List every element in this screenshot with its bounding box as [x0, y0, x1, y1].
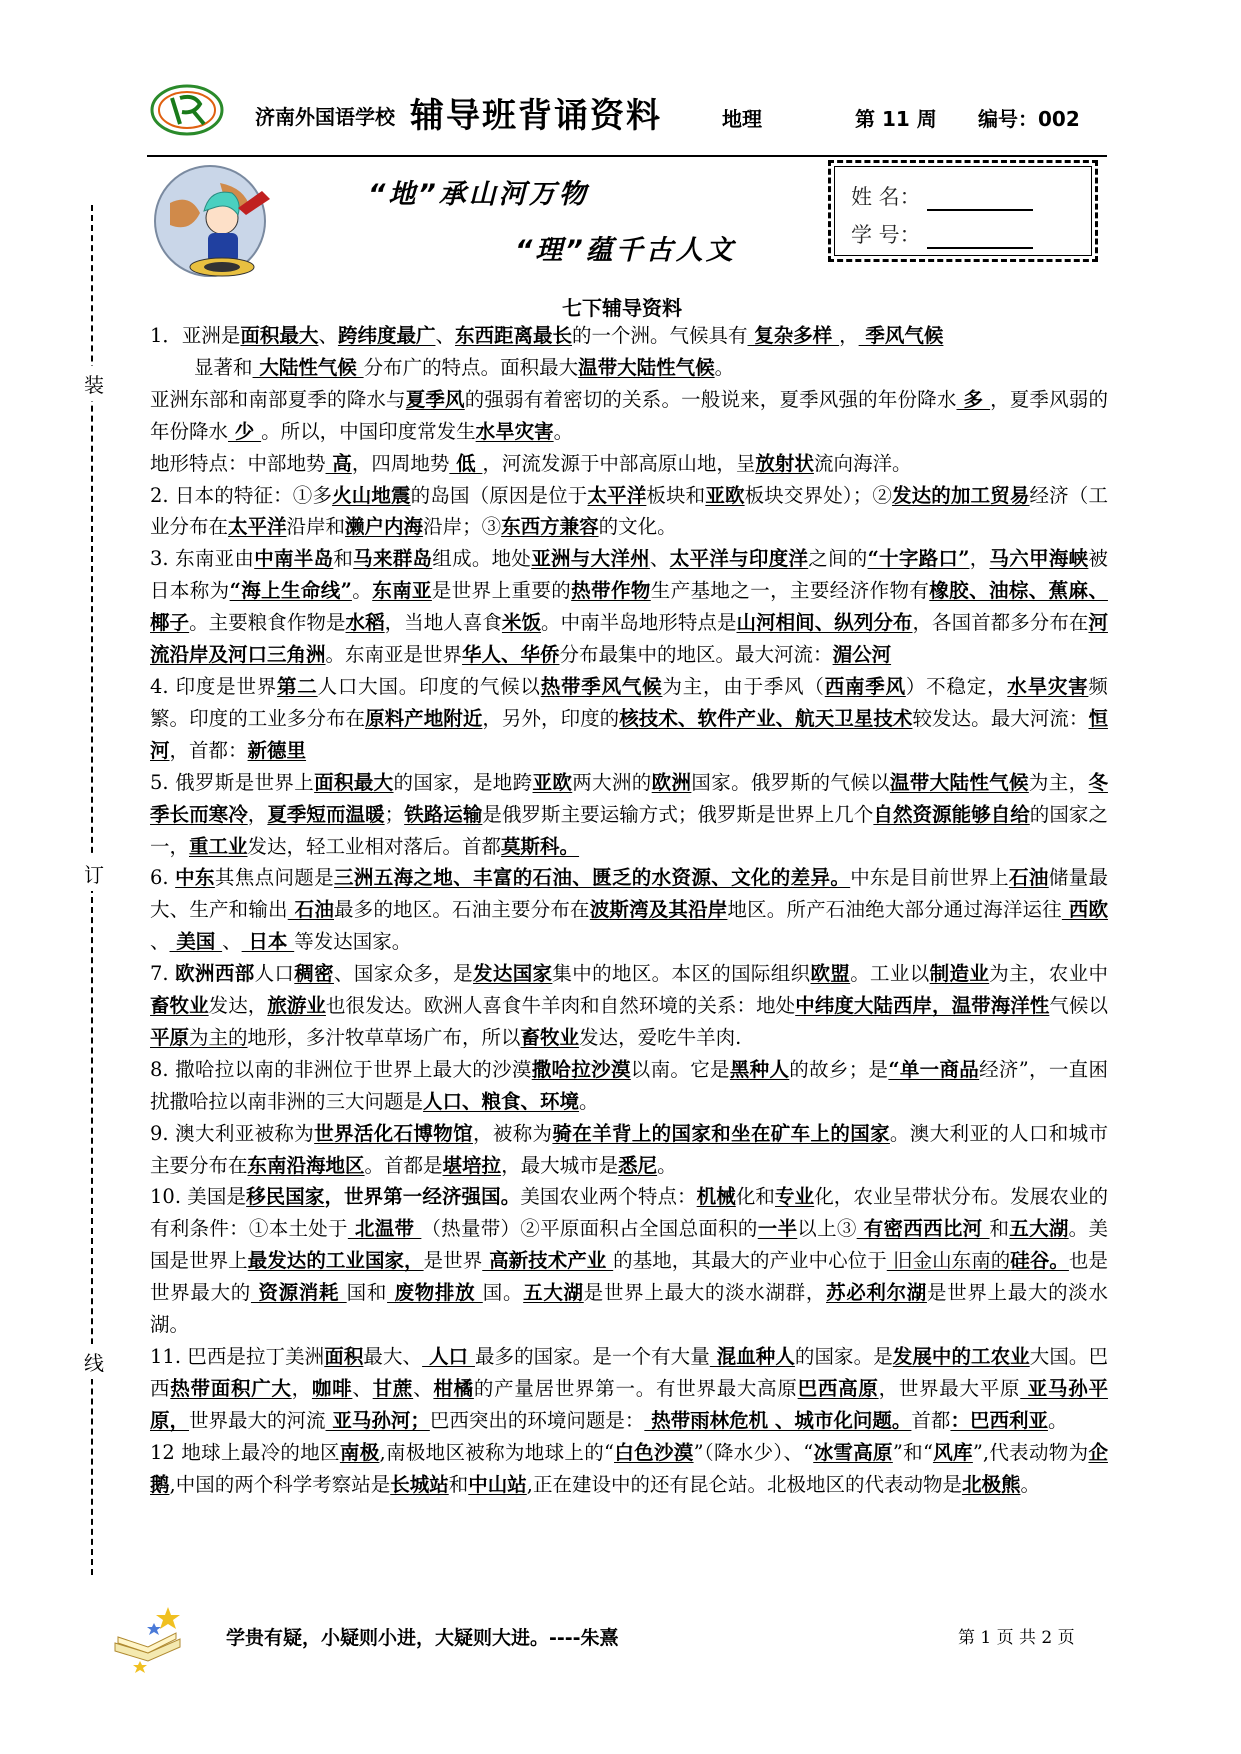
name-field[interactable] [927, 191, 1033, 211]
binding-char-ding: 订 [84, 856, 104, 891]
item-7: 7. 欧洲西部人口稠密、国家众多，是发达国家集中的地区。本区的国际组织欧盟。工业以制造业为主，农业中畜牧业发达，旅游业也很发达。欧洲人喜食牛羊肉和自然环境的关系：地处中纬度大陆西岸，温带海洋性气候以平原为主的地形，多汁牧草草场广布，所以畜牧业发达，爱吃牛羊肉. [150, 962, 1108, 1049]
page-number: 第 1 页 共 2 页 [958, 1628, 1075, 1648]
subject-label: 地理 [722, 107, 762, 131]
binding-char-xian: 线 [84, 1344, 104, 1379]
item-1: 1．亚洲是面积最大、跨纬度最广、东西距离最长的一个洲。气候具有 复杂多样 ， 季风气候 [150, 324, 944, 347]
student-id-field[interactable] [927, 229, 1033, 249]
item-4: 4. 印度是世界第二人口大国。印度的气候以热带季风气候为主，由于季风（西南季风）不稳定，水旱灾害频繁。印度的工业多分布在原料产地附近，另外，印度的核技术、软件产业、航天卫星技术较发达。最大河流：恒河，首都：新德里 [150, 674, 1108, 762]
item-8: 8. 撒哈拉以南的非洲位于世界上最大的沙漠撒哈拉沙漠以南。它是黑种人的故乡；是“单一商品经济”，一直困扰撒哈拉以南非洲的三大问题是人口、粮食、环境。 [150, 1057, 1108, 1113]
main-content [150, 320, 1108, 1501]
motto-line-1: “地”承山河万物 [368, 179, 589, 210]
serial-number: 编号：002 [978, 107, 1080, 131]
item-1-terrain: 地形特点：中部地势 高，四周地势 低 ，河流发源于中部高原山地，呈放射状流向海洋。 [150, 451, 912, 475]
item-10: 10. 美国是移民国家，世界第一经济强国。美国农业两个特点：机械化和专业化，农业呈带状分布。发展农业的有利条件：①本土处于 北温带 （热量带）②平原面积占全国总面积的一半以上③ 有密西西比河 和五大湖。美国是世界上最发达的工业国家，是世界 高新技术产业 的基地，其最大的产业中心位于 旧金山东南的硅谷。也是世界最大的 资源消耗 国和 废物排放 国。五大湖是世界上最大的淡水湖群，苏必利尔湖是世界上最大的淡水湖。 [150, 1185, 1108, 1337]
item-11: 11. 巴西是拉丁美洲面积最大、 人口 最多的国家。是一个有大量 混血种人的国家。是发展中的工农业大国。巴西热带面积广大，咖啡、甘蔗、柑橘的产量居世界第一。有世界最大高原巴西高原，世界最大平原 亚马孙平原，世界最大的河流 亚马孙河；巴西突出的环境问题是： 热带雨林危机 、城市化问题。首都：巴西利亚。 [150, 1345, 1108, 1432]
name-row [851, 181, 1033, 211]
school-name: 济南外国语学校 [255, 105, 395, 129]
item-6: 6. 中东其焦点问题是三洲五海之地、丰富的石油、匮乏的水资源、文化的差异。中东是目前世界上石油储量最大、生产和输出 石油最多的地区。石油主要分布在波斯湾及其沿岸地区。所产石油绝大部分通过海洋运往 西欧 、 美国 、 日本 等发达国家。 [150, 866, 1108, 954]
item-5: 5. 俄罗斯是世界上面积最大的国家，是地跨亚欧两大洲的欧洲国家。俄罗斯的气候以温带大陆性气候为主，冬季长而寒冷，夏季短而温暖；铁路运输是俄罗斯主要运输方式；俄罗斯是世界上几个自然资源能够自给的国家之一，重工业发达，轻工业相对落后。首都莫斯科。 [150, 770, 1108, 858]
page-title: 辅导班背诵资料 [410, 96, 662, 136]
item-12: 12 地球上最冷的地区南极,南极地区被称为地球上的“白色沙漠”（降水少）、“冰雪高原”和“风库”,代表动物为企鹅,中国的两个科学考察站是长城站和中山站,正在建设中的还有昆仑站。北极地区的代表动物是北极熊。 [150, 1440, 1108, 1496]
mascot-illustration [150, 163, 290, 283]
item-2: 2. 日本的特征：①多火山地震的岛国（原因是位于太平洋板块和亚欧板块交界处）；②发达的加工贸易经济（工业分布在太平洋沿岸和濑户内海沿岸；③东西方兼容的文化。 [150, 483, 1108, 539]
item-1-cont: 显著和 大陆性气候 分布广的特点。面积最大温带大陆性气候。 [194, 355, 735, 379]
motto-line-2: “理”蕴千古人文 [515, 235, 736, 266]
school-logo [150, 84, 224, 136]
header-divider [147, 155, 1107, 157]
name-label: 姓 名： [851, 185, 921, 209]
books-stars-illustration [110, 1603, 190, 1673]
footer-quote: 学贵有疑，小疑则小进，大疑则大进。----朱熹 [226, 1627, 619, 1649]
item-3: 3. 东南亚由中南半岛和马来群岛组成。地处亚洲与大洋州、太平洋与印度洋之间的“十字路口”，马六甲海峡被日本称为“海上生命线”。东南亚是世界上重要的热带作物生产基地之一，主要经济作物有橡胶、油棕、蕉麻、椰子。主要粮食作物是水稻，当地人喜食米饭。中南半岛地形特点是山河相间、纵列分布，各国首都多分布在河流沿岸及河口三角洲。东南亚是世界华人、华侨分布最集中的地区。最大河流：湄公河 [150, 547, 1108, 667]
week-label: 第 11 周 [855, 107, 937, 131]
document-title: 七下辅导资料 [562, 296, 682, 320]
student-id-row [851, 219, 1033, 249]
item-1-monsoon: 亚洲东部和南部夏季的降水与夏季风的强弱有着密切的关系。一般说来，夏季风强的年份降水 多 ，夏季风弱的年份降水 少 。所以，中国印度常发生水旱灾害。 [150, 387, 1108, 443]
item-9: 9. 澳大利亚被称为世界活化石博物馆，被称为骑在羊背上的国家和坐在矿车上的国家。澳大利亚的人口和城市主要分布在东南沿海地区。首都是堪培拉，最大城市是悉尼。 [150, 1121, 1108, 1177]
student-id-label: 学 号： [851, 223, 921, 247]
student-info-box [828, 160, 1098, 262]
binding-char-zhuang: 装 [84, 366, 104, 401]
